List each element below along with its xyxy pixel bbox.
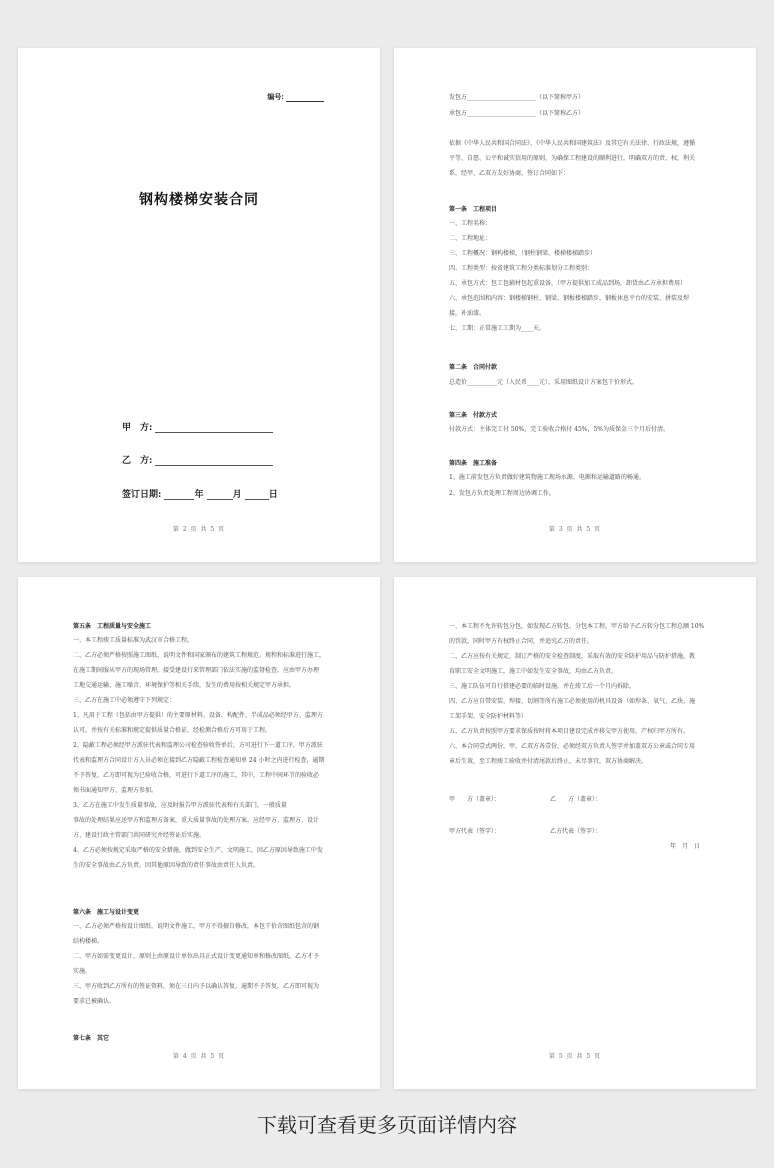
party-b-blank bbox=[155, 455, 273, 466]
clause-line: 四、工程类型：按省建筑工程分类标准划分工程类别： bbox=[449, 265, 594, 272]
clause-line: 六、本合同壹式两份，甲、乙双方各壹份，必须经双方负责人签字并加盖双方公章或合同专用 bbox=[449, 743, 696, 750]
clause-line: 的罚款，同时甲方有权终止合同，并追究乙方的责任。 bbox=[449, 638, 594, 645]
party-b-label: 乙 方: bbox=[122, 456, 153, 466]
section-2-title: 第二条 合同付款 bbox=[449, 364, 498, 371]
clause-line: 生的安全事故由乙方负责，因其他原因导致的责任事故由责任人负责。 bbox=[73, 862, 260, 869]
section-1-body bbox=[449, 216, 714, 336]
clause-line: 一、乙方必须严格按设计图纸、说明文件施工，甲方不得擅自修改，本包干价含图纸包含的钢 bbox=[73, 923, 320, 930]
clause-line: 实施。 bbox=[73, 968, 92, 975]
clause-line: 育职工安全文明施工，施工中如发生安全事故，均由乙方负责。 bbox=[449, 668, 618, 675]
year-blank bbox=[164, 489, 194, 500]
download-caption: 下载可查看更多页面详情内容 bbox=[257, 1113, 517, 1137]
section-4-line-2: 2、发包方负责处理工程周边协调工作。 bbox=[449, 490, 555, 497]
clause-line: 六、承包范围和内容：钢楼梯钢柱、钢梁、钢板楼梯踏步，钢板休息平台的安装、拼装及焊 bbox=[449, 295, 690, 302]
signature-date: 年 月 日 bbox=[670, 843, 701, 850]
clause-line: 三、甲方收到乙方所有的签证资料，须在三日内予以确认答复，逾期不予答复，乙方即可视为 bbox=[73, 983, 320, 990]
intro-line: 系，经甲、乙双方友好协商，签订合同如下： bbox=[449, 170, 570, 177]
clause-line: 事故的处理结果应送甲方和监理方备案，重大质量事故的处理方案，应经甲方、监理方、设计 bbox=[73, 817, 320, 824]
clause-line: 章后生效，至工程竣工验收并付清尾款后终止，未尽事宜，双方协商解决。 bbox=[449, 758, 648, 765]
document-page-4 bbox=[18, 577, 380, 1089]
party-b-seal: 乙 方（盖章）： bbox=[550, 796, 602, 803]
contract-number-blank bbox=[286, 93, 324, 102]
clause-line: 三、乙方在施工中必须遵守下列规定： bbox=[73, 697, 176, 704]
subcontractor-line: 承包方_______________________（以下简称乙方） bbox=[449, 110, 585, 117]
page-footer: 第 3 页 共 5 页 bbox=[548, 526, 602, 533]
day-label: 日 bbox=[268, 490, 278, 500]
clause-line: 不予答复，乙方即可视为已验收合格，可进行下道工序的施工，其中，工程中间环节的验收必 bbox=[73, 772, 320, 779]
other-clauses bbox=[449, 619, 711, 769]
clause-line: 一、工程名称： bbox=[449, 220, 492, 227]
clause-line: 工架手架、安全防护材料等） bbox=[449, 713, 528, 720]
party-a-seal: 甲 方（盖章）： bbox=[449, 796, 501, 803]
party-a-representative: 甲方代表（签字）： bbox=[449, 828, 501, 835]
section-4-title: 第四条 施工准备 bbox=[449, 460, 498, 467]
section-7-title: 第七条 其它 bbox=[73, 1035, 110, 1042]
clause-line: 二、甲方如需变更设计，原则上由原设计单位出具正式设计变更通知单和修改图纸，乙方才予 bbox=[73, 953, 320, 960]
clause-line: 要求已被确认。 bbox=[73, 998, 116, 1005]
clause-line: 接，补油漆。 bbox=[449, 310, 486, 317]
sign-date-label: 签订日期: bbox=[122, 490, 162, 500]
clause-line: 结构楼梯。 bbox=[73, 938, 104, 945]
section-6-body bbox=[73, 919, 335, 1009]
section-4-line-1: 1、施工前发包方负责做好建筑物施工现场水源、电源和运输道路的畅通。 bbox=[449, 474, 645, 481]
clause-line: 在施工期间服从甲方的现场管理，接受建设行来管理部门依法实施的监督检查。应由甲方办理 bbox=[73, 667, 320, 674]
clause-line: 四、乙方应自带安装、焊接、切割等所有施工必须使用的机具设备（如焊条、氧气、乙炔、施 bbox=[449, 698, 696, 705]
contractor-line: 发包方_______________________（以下简称甲方） bbox=[449, 94, 585, 101]
clause-line: 须书面通知甲方、监理方参加。 bbox=[73, 787, 158, 794]
section-3-title: 第三条 付款方式 bbox=[449, 412, 498, 419]
party-b-representative: 乙方代表（签字）： bbox=[550, 828, 602, 835]
clause-line: 一、本工程竣工质量标准为武汉市合格工程。 bbox=[73, 637, 194, 644]
clause-line: 一、本工程不允许转包分包，如发现乙方转包、分包本工程，甲方给予乙方转分包工程总额 10% bbox=[449, 623, 705, 630]
day-blank bbox=[245, 489, 269, 500]
section-3-body: 付款方式：主体完工付 50%，完工验收合格付 45%，5%为质保金三个月后付清。 bbox=[449, 426, 670, 433]
intro-line: 依据《中华人民共和国合同法》、《中华人民共和国建筑法》及其它有关法律、行政法规，遵循 bbox=[449, 140, 696, 147]
clause-line: 1、凡用于工程（包括由甲方提供）的主要原材料、设备、构配件、半成品必须经甲方、监理方 bbox=[73, 712, 323, 719]
document-page-5 bbox=[394, 577, 756, 1089]
document-page-2 bbox=[18, 48, 380, 562]
contract-number-label: 编号: bbox=[267, 92, 284, 101]
year-label: 年 bbox=[194, 490, 204, 500]
clause-line: 工地交通运输、施工噪音、环境保护等相关手续，发生的费用按相关规定甲方承担。 bbox=[73, 682, 296, 689]
clause-line: 3、乙方在施工中发生质量事故，应及时报告甲方派驻代表和有关部门，一般质量 bbox=[73, 802, 287, 809]
section-5-body bbox=[73, 633, 335, 873]
clause-line: 二、乙方必须严格按照施工图纸、说明文件和国家颁布的建筑工程规范、规程和标准进行施工， bbox=[73, 652, 326, 659]
contract-title: 钢构楼梯安装合同 bbox=[139, 192, 259, 208]
party-b-row bbox=[122, 453, 273, 466]
clause-line: 4、乙方必须按规定采取严格的安全措施，做到安全生产、文明施工，因乙方原因导致施工中发 bbox=[73, 847, 323, 854]
clause-line: 代表和监理方合同设计方人员必须在接到乙方隐蔽工程检查通知单 24 小时之内进行检查，逾期 bbox=[73, 757, 325, 764]
section-2-body: 总造价__________元（人民币____元），采用图纸设计方案包干价形式。 bbox=[449, 379, 639, 386]
month-label: 月 bbox=[232, 490, 242, 500]
intro-paragraph bbox=[449, 136, 709, 181]
clause-line: 五、承包方式：包工包辅材包起重设备，（甲方提供加工成品到场，卸货由乙方承担费用） bbox=[449, 280, 687, 287]
clause-line: 七、工期：正常施工工期为____天。 bbox=[449, 325, 546, 332]
clause-line: 方、建设行政主管部门共同研究并经签证后实施。 bbox=[73, 832, 206, 839]
section-6-title: 第六条 施工与设计变更 bbox=[73, 909, 140, 916]
party-a-label: 甲 方: bbox=[122, 423, 153, 433]
section-5-title: 第五条 工程质量与安全施工 bbox=[73, 623, 152, 630]
clause-line: 三、工程概况：钢构楼梯，（钢柱钢梁、楼梯楼梯踏步） bbox=[449, 250, 597, 257]
page-footer: 第 5 页 共 5 页 bbox=[548, 1053, 602, 1060]
clause-line: 五、乙方负责按照甲方要求保质按时将本项目建设完成并移交甲方使用，产权归甲方所有。 bbox=[449, 728, 690, 735]
clause-line: 认可，并按有关标准和规定提供质量合格证，经检测合格后方可用于工程。 bbox=[73, 727, 272, 734]
clause-line: 二、工程地址： bbox=[449, 235, 492, 242]
document-page-3 bbox=[394, 48, 756, 562]
party-a-row bbox=[122, 420, 273, 433]
clause-line: 三、施工队伍可自行搭建必要的临时设施，并在竣工后一个月内拆除。 bbox=[449, 683, 636, 690]
section-1-title: 第一条 工程项目 bbox=[449, 206, 498, 213]
page-footer: 第 4 页 共 5 页 bbox=[172, 1053, 226, 1060]
intro-line: 平等、自愿、公平和诚实信用的原则，为确保工程建设的顺利进行，明确双方的责、权、利关 bbox=[449, 155, 696, 162]
contract-number-field bbox=[267, 92, 324, 102]
clause-line: 二、乙方应按有关规定，制订严格的安全检查制度，采取有效的安全防护用品与防护措施，教 bbox=[449, 653, 696, 660]
sign-date-row bbox=[122, 487, 278, 500]
party-a-blank bbox=[155, 422, 273, 433]
clause-line: 2、隐蔽工程必须经甲方派驻代表和监理公司检查验收签单后，方可进行下一道工序，甲方派驻 bbox=[73, 742, 323, 749]
page-footer: 第 2 页 共 5 页 bbox=[172, 526, 226, 533]
month-blank bbox=[207, 489, 233, 500]
